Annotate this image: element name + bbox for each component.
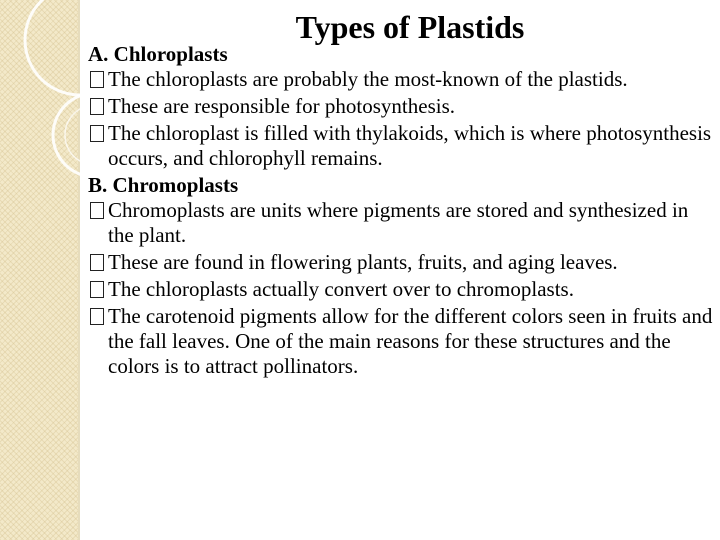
- bullet-text: Chromoplasts are units where pigments are stored and synthesized in the plant.: [108, 198, 689, 247]
- square-bullet-icon: [90, 254, 104, 271]
- square-bullet-icon: [90, 308, 104, 325]
- square-bullet-icon: [90, 71, 104, 88]
- slide-content: [88, 42, 713, 381]
- section-heading-chromoplasts: B. Chromoplasts: [88, 173, 239, 197]
- slide-title: Types of Plastids: [295, 9, 525, 45]
- list-item: [88, 198, 713, 248]
- chloroplasts-bullet-list: [88, 67, 713, 171]
- bullet-text: The chloroplasts are probably the most-known of the plastids.: [108, 67, 628, 91]
- section-heading-chloroplasts: A. Chloroplasts: [88, 42, 228, 66]
- list-item: [88, 121, 713, 171]
- bullet-text: The chloroplasts actually convert over to chromoplasts.: [108, 277, 574, 301]
- bullet-text: These are responsible for photosynthesis.: [108, 94, 456, 118]
- square-bullet-icon: [90, 98, 104, 115]
- list-item: [88, 94, 713, 119]
- bullet-text: The chloroplast is filled with thylakoids, which is where photosynthesis occurs, and chlorophyll remains.: [108, 121, 712, 170]
- square-bullet-icon: [90, 202, 104, 219]
- bullet-text: The carotenoid pigments allow for the different colors seen in fruits and the fall leaves. One of the main reasons for these structures and the colors is to attract pollinators.: [108, 304, 713, 378]
- chromoplasts-bullet-list: [88, 198, 713, 379]
- list-item: [88, 67, 713, 92]
- bullet-text: These are found in flowering plants, fruits, and aging leaves.: [108, 250, 618, 274]
- list-item: [88, 277, 713, 302]
- square-bullet-icon: [90, 281, 104, 298]
- square-bullet-icon: [90, 125, 104, 142]
- list-item: [88, 250, 713, 275]
- list-item: [88, 304, 713, 379]
